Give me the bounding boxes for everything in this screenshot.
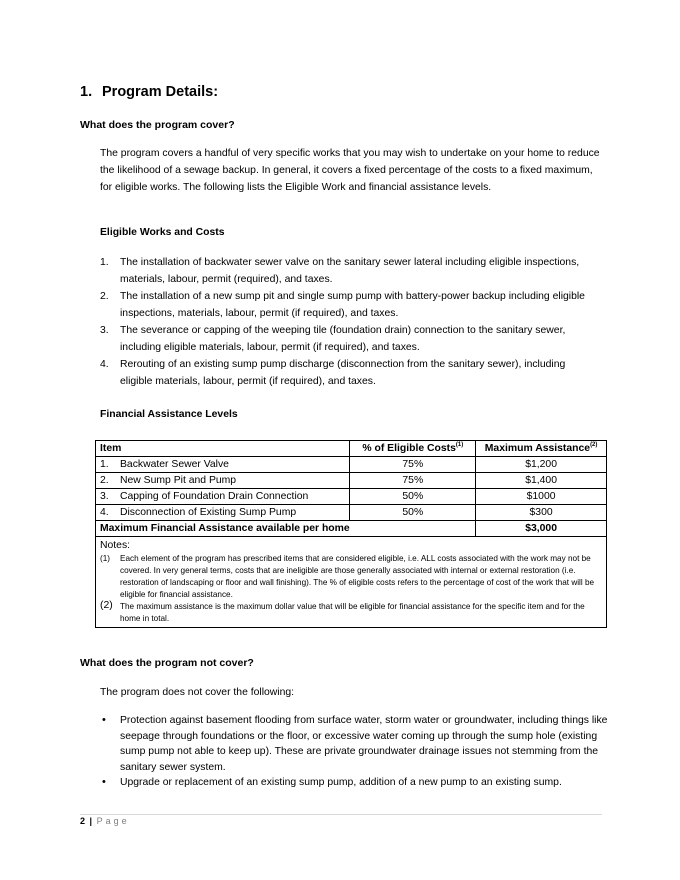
eligible-works-list: [100, 254, 600, 390]
page-label: Page: [96, 816, 130, 826]
table-notes: [96, 537, 607, 628]
covers-heading: What does the program cover?: [80, 119, 235, 131]
section-number: 1.: [80, 84, 93, 100]
page-number: 2: [80, 816, 86, 826]
not-covers-heading: What does the program not cover?: [80, 657, 254, 669]
not-covers-intro: The program does not cover the following:: [100, 687, 295, 698]
table-header-row: [96, 441, 607, 457]
table-notes-row: [96, 537, 607, 628]
notes-title: Notes:: [100, 540, 131, 551]
list-item: • Protection against basement flooding from surface water, storm water or groundwater, including things like seepage through foundations or the floor, or excessive water coming up through the sump hole (existing sump pump not able to keep up). These are private groundwater drainage issues not stemming from the sanitary sewer system.: [102, 714, 608, 773]
bullet-icon: •: [102, 776, 106, 788]
financial-assistance-heading: Financial Assistance Levels: [100, 409, 238, 420]
list-item: 3. The severance or capping of the weeping tile (foundation drain) connection to the sanitary sewer, including eligible materials, labour, permit (if required), and taxes.: [100, 325, 566, 353]
list-item: 2. The installation of a new sump pit and single sump pump with battery-power backup including eligible inspections, materials, labour, permit (if required), and taxes.: [100, 291, 585, 319]
list-item: 1. The installation of backwater sewer valve on the sanitary sewer lateral including eligible inspections, materials, labour, permit (required), and taxes.: [100, 257, 580, 285]
list-item: • Upgrade or replacement of an existing sump pump, addition of a new pump to an existing sump.: [100, 775, 610, 791]
eligible-works-heading: Eligible Works and Costs: [100, 227, 225, 238]
table-row: 1. Backwater Sewer Valve 75% $1,200: [96, 457, 607, 473]
bullet-icon: •: [102, 714, 106, 726]
header-pct: % of Eligible Costs$^{(1)}$: [350, 441, 476, 457]
table-total-row: Maximum Financial Assistance available per home $3,000: [96, 521, 607, 537]
covers-intro: The program covers a handful of very specific works that you may wish to undertake on your home to reduce the likelihood of a sewage backup. In general, it covers a fixed percentage of the costs to a fixed maximum, for eligible works. The following lists the Eligible Work and financial assistance levels.: [100, 148, 600, 193]
section-title: Program Details:: [102, 84, 219, 100]
table-row: 3. Capping of Foundation Drain Connection 50% $1000: [96, 489, 607, 505]
section-heading: [80, 84, 218, 100]
page-footer: [80, 816, 130, 826]
footer-divider: [80, 814, 602, 815]
list-item: 4. Rerouting of an existing sump pump discharge (disconnection from the sanitary sewer), including eligible materials, labour, permit (if required), and taxes.: [100, 359, 566, 387]
table-row: 4. Disconnection of Existing Sump Pump 50% $300: [96, 505, 607, 521]
financial-assistance-table: [95, 440, 607, 628]
not-covers-list: [100, 713, 610, 791]
note-2: (2) The maximum assistance is the maximum dollar value that will be eligible for financial assistance for the specific item and for the home in total.: [100, 600, 585, 623]
table-row: 2. New Sump Pit and Pump 75% $1,400: [96, 473, 607, 489]
footer-separator: |: [89, 816, 93, 826]
header-max: Maximum Assistance$^{(2)}$: [476, 441, 607, 457]
header-item: Item: [96, 441, 350, 457]
note-1: (1) Each element of the program has prescribed items that are considered eligible, i.e. ALL costs associated with the work may not be covered. In very general terms, costs that are ineligible are those generally associated with internal or external restoration (i.e. restoration of landscaping or floor and wall finishing). The % of eligible costs refers to the percentage of cost of the work that will be eligible for financial assistance.: [100, 554, 595, 599]
